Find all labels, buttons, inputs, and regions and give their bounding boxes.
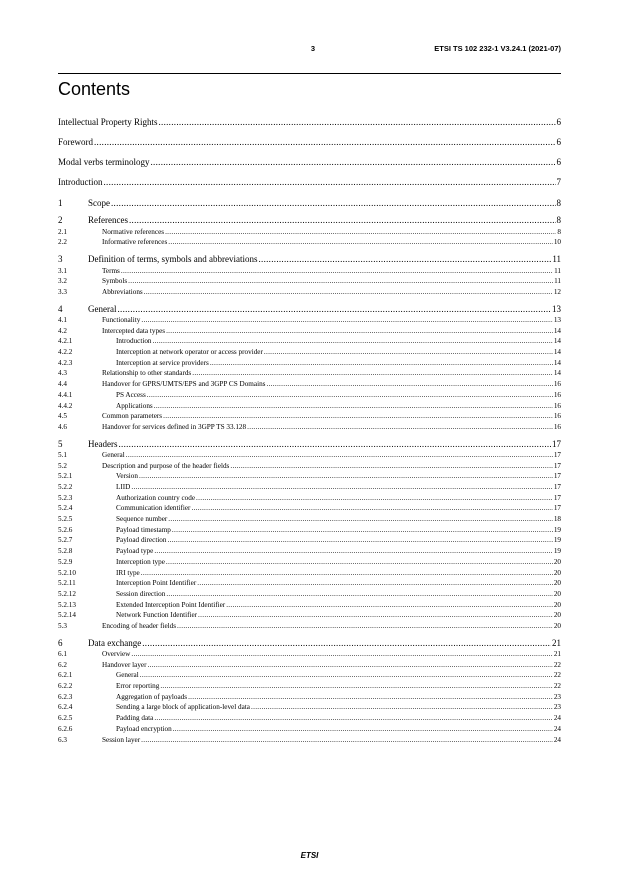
toc-entry-label: Foreword xyxy=(58,137,93,147)
toc-entry-page: 12 xyxy=(553,287,561,296)
toc-dot-leader xyxy=(166,557,553,568)
toc-entry-number: 6.2.1 xyxy=(58,671,73,680)
toc-entry-number: 2 xyxy=(58,215,63,226)
toc-dot-leader xyxy=(168,237,553,248)
toc-entry[interactable] xyxy=(58,358,561,369)
toc-dot-leader xyxy=(158,112,555,132)
toc-dot-leader xyxy=(177,621,553,632)
toc-entry[interactable] xyxy=(58,600,561,611)
toc-dot-leader xyxy=(154,713,552,724)
toc-entry-page: 20 xyxy=(553,589,561,598)
toc-entry[interactable] xyxy=(58,368,561,379)
toc-entry-page: 18 xyxy=(553,515,561,524)
toc-dot-leader xyxy=(264,347,553,358)
toc-entry-page: 16 xyxy=(553,390,561,399)
toc-entry[interactable] xyxy=(58,660,561,671)
toc-entry-page: 17 xyxy=(553,461,561,470)
toc-entry-page: 14 xyxy=(553,369,561,378)
toc-entry[interactable] xyxy=(58,304,561,315)
toc-entry-number: 5.2.7 xyxy=(58,536,73,545)
toc-entry-number: 4.4.1 xyxy=(58,390,73,399)
toc-entry-label: Abbreviations xyxy=(102,287,143,296)
toc-entry-number: 4.2.1 xyxy=(58,337,73,346)
toc-entry[interactable] xyxy=(58,112,561,132)
toc-entry-label: Interception at network operator or access provider xyxy=(116,348,263,357)
toc-dot-leader xyxy=(166,326,553,337)
toc-entry[interactable] xyxy=(58,702,561,713)
toc-entry-label: Error reporting xyxy=(116,682,160,691)
toc-dot-leader xyxy=(131,649,552,660)
toc-dot-leader xyxy=(165,227,556,238)
toc-entry-number: 4.4 xyxy=(58,380,67,389)
page-header xyxy=(58,44,561,58)
toc-entry-page: 22 xyxy=(553,671,561,680)
toc-entry[interactable] xyxy=(58,514,561,525)
toc-entry-number: 6.2.2 xyxy=(58,682,73,691)
toc-entry-label: Handover for services defined in 3GPP TS 33.128 xyxy=(102,422,247,431)
toc-entry-label: Data exchange xyxy=(88,637,142,648)
toc-dot-leader xyxy=(141,568,553,579)
toc-dot-leader xyxy=(121,266,553,277)
toc-entry[interactable] xyxy=(58,471,561,482)
toc-entry-number: 4 xyxy=(58,303,63,314)
page-number: 3 xyxy=(310,44,316,53)
toc-entry-page: 24 xyxy=(553,714,561,723)
toc-entry-number: 1 xyxy=(58,198,63,208)
toc-entry-number: 5.2.5 xyxy=(58,515,73,524)
toc-entry-number: 4.2.2 xyxy=(58,348,73,357)
toc-entry-number: 4.2.3 xyxy=(58,358,73,367)
toc-entry-page: 16 xyxy=(553,422,561,431)
toc-dot-leader xyxy=(147,390,553,401)
toc-entry-label: Interception Point Identifier xyxy=(116,579,197,588)
toc-entry-label: Interception type xyxy=(116,557,165,566)
toc-entry-label: References xyxy=(88,215,128,226)
toc-entry-label: Payload timestamp xyxy=(116,525,171,534)
toc-entry[interactable] xyxy=(58,493,561,504)
toc-entry-page: 17 xyxy=(553,493,561,502)
toc-entry-label: Scope xyxy=(88,198,110,208)
toc-entry-label: Intellectual Property Rights xyxy=(58,117,158,127)
toc-entry[interactable] xyxy=(58,315,561,326)
toc-entry-page: 11 xyxy=(554,277,561,286)
toc-entry-page: 16 xyxy=(553,380,561,389)
toc-dot-leader xyxy=(192,368,553,379)
toc-entry[interactable] xyxy=(58,692,561,703)
toc-entry-page: 17 xyxy=(553,483,561,492)
toc-entry-page: 17 xyxy=(553,450,561,459)
toc-dot-leader xyxy=(251,702,553,713)
toc-entry-number: 5.3 xyxy=(58,621,67,630)
toc-entry-number: 3.3 xyxy=(58,287,67,296)
toc-entry[interactable] xyxy=(58,266,561,277)
toc-entry-number: 5.2.4 xyxy=(58,504,73,513)
toc-entry-page: 19 xyxy=(553,525,561,534)
toc-dot-leader xyxy=(126,450,553,461)
toc-entry[interactable] xyxy=(58,227,561,238)
toc-entry-number: 5.2.13 xyxy=(58,600,76,609)
toc-entry-page: 19 xyxy=(553,536,561,545)
toc-entry-label: Extended Interception Point Identifier xyxy=(116,600,226,609)
toc-dot-leader xyxy=(118,439,551,450)
toc-entry-page: 24 xyxy=(553,724,561,733)
toc-dot-leader xyxy=(104,172,556,192)
toc-entry[interactable] xyxy=(58,735,561,746)
toc-entry-page: 7 xyxy=(556,177,561,187)
toc-entry[interactable] xyxy=(58,152,561,172)
toc-entry-number: 4.6 xyxy=(58,422,67,431)
header-rule xyxy=(58,73,561,74)
toc-entry-number: 5.2 xyxy=(58,461,67,470)
toc-entry[interactable] xyxy=(58,198,561,209)
toc-dot-leader xyxy=(141,315,552,326)
toc-dot-leader xyxy=(197,578,553,589)
toc-entry-page: 8 xyxy=(557,227,561,236)
toc-entry-number: 5.2.12 xyxy=(58,589,76,598)
toc-dot-leader xyxy=(94,132,556,152)
toc-entry-page: 11 xyxy=(554,266,561,275)
toc-entry-label: Authorization country code xyxy=(116,493,196,502)
toc-entry-label: General xyxy=(102,450,125,459)
toc-entry-label: Sending a large block of application-level data xyxy=(116,703,250,712)
toc-entry[interactable] xyxy=(58,401,561,412)
toc-entry[interactable] xyxy=(58,390,561,401)
toc-entry-label: General xyxy=(116,671,139,680)
toc-entry-page: 14 xyxy=(553,358,561,367)
toc-entry-page: 17 xyxy=(553,472,561,481)
toc-entry[interactable] xyxy=(58,610,561,621)
toc-entry-page: 8 xyxy=(556,198,561,208)
toc-dot-leader xyxy=(154,401,553,412)
toc-dot-leader xyxy=(188,692,553,703)
toc-dot-leader xyxy=(128,276,553,287)
toc-dot-leader xyxy=(173,724,553,735)
toc-entry-label: Session layer xyxy=(102,735,141,744)
toc-entry-label: IRI type xyxy=(116,568,140,577)
toc-entry[interactable] xyxy=(58,589,561,600)
toc-entry-number: 3 xyxy=(58,254,63,265)
toc-entry-number: 4.2 xyxy=(58,326,67,335)
toc-entry-number: 5.2.10 xyxy=(58,568,76,577)
toc-dot-leader xyxy=(172,525,553,536)
toc-entry-number: 5.2.1 xyxy=(58,472,73,481)
toc-entry-label: Functionality xyxy=(102,316,141,324)
toc-entry[interactable] xyxy=(58,482,561,493)
toc-entry[interactable] xyxy=(58,326,561,337)
toc-entry-number: 6.2.6 xyxy=(58,724,73,733)
toc-entry-page: 22 xyxy=(553,682,561,691)
contents-title: Contents xyxy=(58,79,131,99)
toc-entry-label: Sequence number xyxy=(116,515,168,524)
toc-entry-label: Headers xyxy=(88,438,118,449)
toc-dot-leader xyxy=(142,638,551,649)
toc-entry-page: 14 xyxy=(553,326,561,335)
toc-dot-leader xyxy=(148,660,553,671)
toc-entry-label: Payload type xyxy=(116,547,154,556)
toc-entry-label: Introduction xyxy=(58,177,103,187)
toc-dot-leader xyxy=(198,610,553,621)
toc-entry-label: LIID xyxy=(116,483,131,492)
toc-dot-leader xyxy=(230,461,552,472)
toc-dot-leader xyxy=(144,287,553,298)
toc-entry-label: Normative references xyxy=(102,227,165,236)
toc-entry-page: 8 xyxy=(556,215,561,226)
toc-entry-page: 20 xyxy=(553,568,561,577)
toc-entry[interactable] xyxy=(58,276,561,287)
toc-dot-leader xyxy=(160,681,553,692)
toc-entry[interactable] xyxy=(58,172,561,192)
toc-entry[interactable] xyxy=(58,215,561,226)
toc-entry[interactable] xyxy=(58,546,561,557)
toc-entry-page: 14 xyxy=(553,348,561,357)
toc-dot-leader xyxy=(153,336,553,347)
toc-entry[interactable] xyxy=(58,461,561,472)
toc-dot-leader xyxy=(258,254,551,265)
toc-dot-leader xyxy=(247,422,553,433)
toc-entry-label: Terms xyxy=(102,266,120,275)
toc-entry-label: Aggregation of payloads xyxy=(116,692,188,701)
toc-entry-page: 14 xyxy=(553,337,561,346)
toc-entry[interactable] xyxy=(58,568,561,579)
toc-entry-label: Session direction xyxy=(116,589,166,598)
toc-entry-page: 17 xyxy=(552,438,561,449)
toc-dot-leader xyxy=(141,735,553,746)
toc-entry[interactable] xyxy=(58,681,561,692)
toc-entry[interactable] xyxy=(58,237,561,248)
toc-entry-number: 6.2.4 xyxy=(58,703,73,712)
toc-entry[interactable] xyxy=(58,503,561,514)
toc-entry-page: 20 xyxy=(553,600,561,609)
toc-entry-label: Intercepted data types xyxy=(102,326,166,335)
toc-entry-number: 4.5 xyxy=(58,412,67,421)
toc-entry-number: 5.1 xyxy=(58,450,67,459)
toc-entry-label: Applications xyxy=(116,401,153,410)
toc-entry-label: Payload direction xyxy=(116,536,167,545)
table-of-contents xyxy=(58,112,561,745)
toc-entry-label: Description and purpose of the header fields xyxy=(102,461,230,470)
toc-entry[interactable] xyxy=(58,347,561,358)
toc-entry-page: 24 xyxy=(553,735,561,744)
toc-dot-leader xyxy=(166,589,553,600)
toc-entry-number: 6.1 xyxy=(58,650,67,659)
toc-entry-label: Symbols xyxy=(102,277,128,286)
toc-entry-page: 20 xyxy=(553,611,561,620)
toc-entry-label: Overview xyxy=(102,650,131,659)
toc-entry-page: 22 xyxy=(553,660,561,669)
toc-entry-label: Handover layer xyxy=(102,660,147,669)
toc-entry-label: Interception at service providers xyxy=(116,358,209,367)
toc-dot-leader xyxy=(163,411,553,422)
toc-entry-number: 5.2.2 xyxy=(58,483,73,492)
toc-entry-label: Informative references xyxy=(102,238,168,247)
toc-entry-page: 23 xyxy=(553,692,561,701)
toc-dot-leader xyxy=(129,215,556,226)
toc-entry[interactable] xyxy=(58,557,561,568)
toc-entry-number: 5.2.9 xyxy=(58,557,73,566)
toc-entry-label: PS Access xyxy=(116,390,146,399)
toc-entry-page: 6 xyxy=(556,117,561,127)
toc-entry[interactable] xyxy=(58,578,561,589)
toc-entry-number: 5.2.3 xyxy=(58,493,73,502)
toc-dot-leader xyxy=(168,514,553,525)
toc-entry-number: 6.2.5 xyxy=(58,714,73,723)
toc-entry-number: 4.1 xyxy=(58,316,67,324)
toc-entry-label: Modal verbs terminology xyxy=(58,157,150,167)
toc-dot-leader xyxy=(131,482,552,493)
toc-entry[interactable] xyxy=(58,287,561,298)
toc-entry-number: 5.2.11 xyxy=(58,579,76,588)
toc-entry-label: Padding data xyxy=(116,714,154,723)
toc-entry-label: Payload encryption xyxy=(116,724,172,733)
toc-entry-page: 16 xyxy=(553,412,561,421)
toc-entry[interactable] xyxy=(58,379,561,390)
toc-entry-page: 10 xyxy=(553,238,561,247)
toc-entry[interactable] xyxy=(58,132,561,152)
toc-entry-page: 13 xyxy=(553,316,561,324)
toc-entry[interactable] xyxy=(58,535,561,546)
toc-entry-number: 5.2.6 xyxy=(58,525,73,534)
toc-entry[interactable] xyxy=(58,411,561,422)
toc-dot-leader xyxy=(210,358,553,369)
toc-entry-label: Relationship to other standards xyxy=(102,369,192,378)
toc-entry-label: Version xyxy=(116,472,138,481)
toc-entry-number: 4.3 xyxy=(58,369,67,378)
toc-entry[interactable] xyxy=(58,638,561,649)
toc-entry-page: 21 xyxy=(553,650,561,659)
toc-entry[interactable] xyxy=(58,422,561,433)
toc-entry[interactable] xyxy=(58,670,561,681)
toc-entry-number: 2.2 xyxy=(58,238,67,247)
toc-dot-leader xyxy=(266,379,552,390)
toc-entry[interactable] xyxy=(58,254,561,265)
toc-entry-label: Network Function Identifier xyxy=(116,611,198,620)
toc-entry-page: 6 xyxy=(556,157,561,167)
toc-entry-page: 11 xyxy=(552,254,561,265)
toc-entry[interactable] xyxy=(58,649,561,660)
toc-dot-leader xyxy=(111,198,556,209)
toc-entry-label: Communication identifier xyxy=(116,504,191,513)
toc-entry-page: 17 xyxy=(553,504,561,513)
toc-dot-leader xyxy=(139,471,553,482)
toc-entry-label: Introduction xyxy=(116,337,152,346)
toc-dot-leader xyxy=(151,152,556,172)
toc-entry-page: 19 xyxy=(553,547,561,556)
toc-entry[interactable] xyxy=(58,525,561,536)
toc-entry-number: 3.1 xyxy=(58,266,67,275)
toc-entry-label: Handover for GPRS/UMTS/EPS and 3GPP CS Domains xyxy=(102,380,266,389)
toc-dot-leader xyxy=(117,304,551,315)
toc-dot-leader xyxy=(154,546,552,557)
footer-etsi: ETSI xyxy=(300,851,319,860)
toc-entry-page: 23 xyxy=(553,703,561,712)
toc-entry-number: 3.2 xyxy=(58,277,67,286)
toc-entry-number: 5.2.14 xyxy=(58,611,76,620)
toc-entry-number: 6.2 xyxy=(58,660,67,669)
toc-entry-number: 2.1 xyxy=(58,227,67,236)
toc-entry[interactable] xyxy=(58,713,561,724)
toc-entry-label: General xyxy=(88,303,117,314)
toc-entry-page: 20 xyxy=(553,557,561,566)
toc-entry[interactable] xyxy=(58,450,561,461)
toc-entry[interactable] xyxy=(58,724,561,735)
toc-entry-label: Definition of terms, symbols and abbreviations xyxy=(88,254,258,265)
toc-entry-page: 16 xyxy=(553,401,561,410)
toc-dot-leader xyxy=(140,670,553,681)
toc-dot-leader xyxy=(168,535,553,546)
toc-dot-leader xyxy=(226,600,553,611)
toc-entry-page: 13 xyxy=(552,303,561,314)
toc-dot-leader xyxy=(196,493,553,504)
toc-entry[interactable] xyxy=(58,336,561,347)
toc-entry-label: Encoding of header fields xyxy=(102,621,177,630)
toc-entry-page: 20 xyxy=(553,579,561,588)
toc-entry-number: 6.2.3 xyxy=(58,692,73,701)
document-id: ETSI TS 102 232-1 V3.24.1 (2021-07) xyxy=(434,44,561,53)
toc-entry[interactable] xyxy=(58,621,561,632)
toc-entry-number: 6 xyxy=(58,637,63,648)
toc-entry[interactable] xyxy=(58,439,561,450)
toc-entry-number: 6.3 xyxy=(58,735,67,744)
toc-entry-page: 21 xyxy=(552,637,561,648)
toc-entry-page: 20 xyxy=(553,621,561,630)
toc-dot-leader xyxy=(191,503,552,514)
toc-entry-label: Common parameters xyxy=(102,412,163,421)
toc-entry-number: 5.2.8 xyxy=(58,547,73,556)
toc-entry-page: 6 xyxy=(556,137,561,147)
toc-entry-number: 4.4.2 xyxy=(58,401,73,410)
toc-entry-number: 5 xyxy=(58,438,63,449)
